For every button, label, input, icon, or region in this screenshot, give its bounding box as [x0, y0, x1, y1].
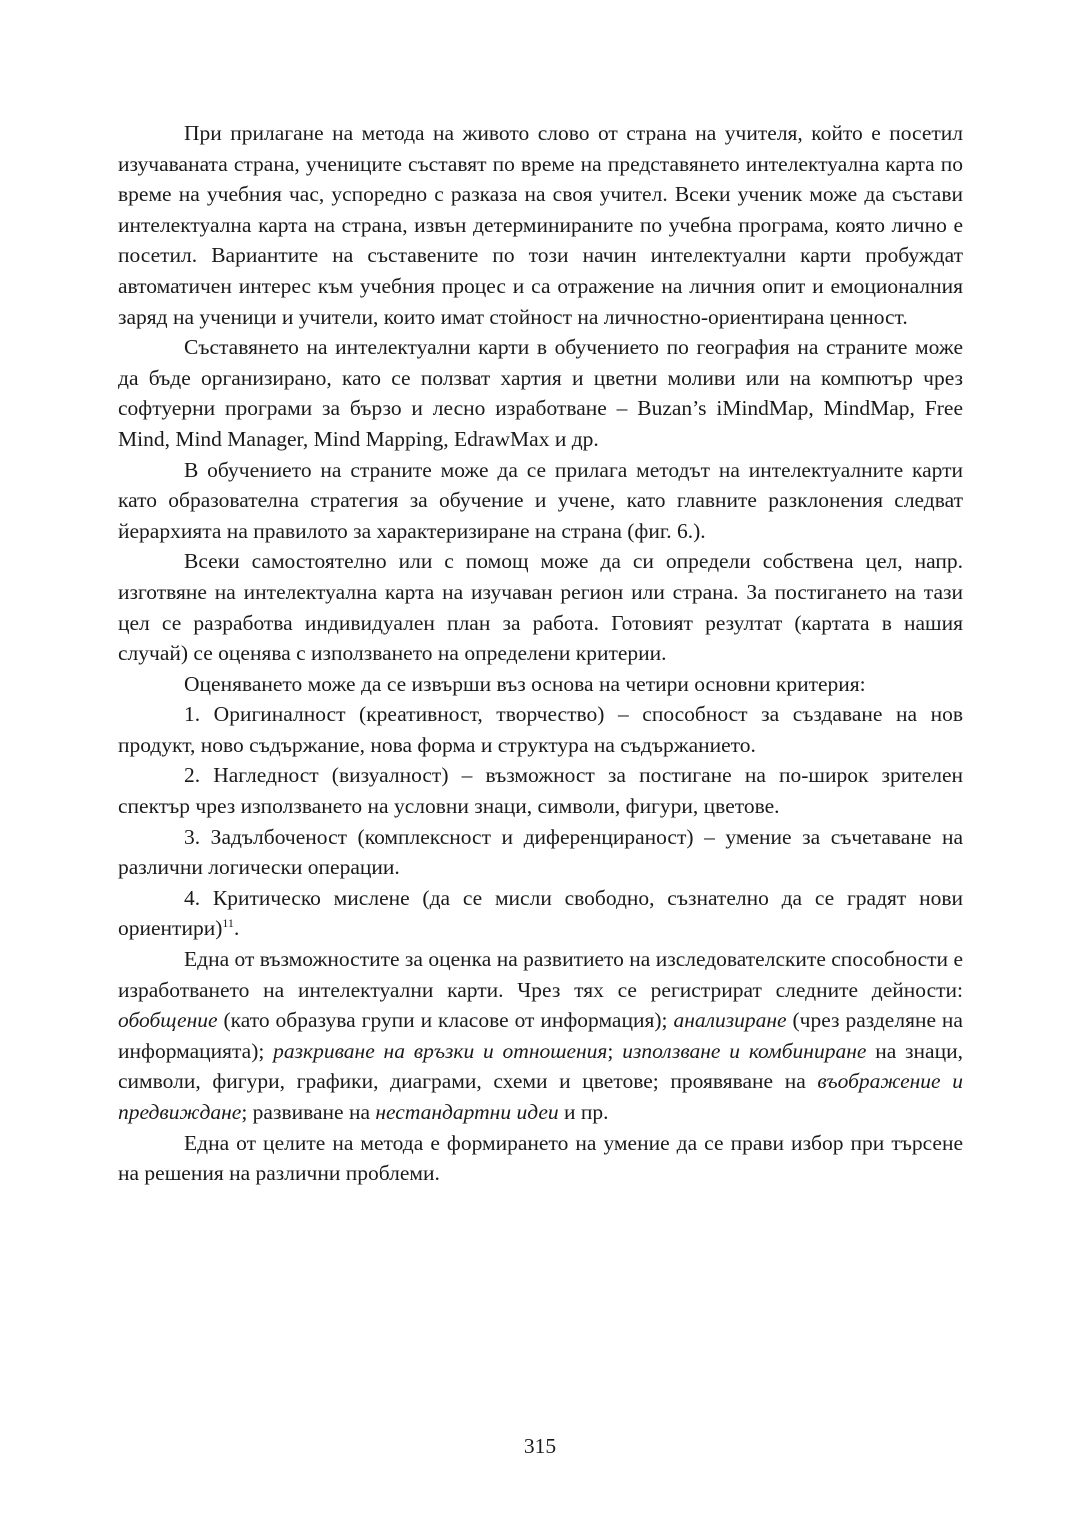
page-number: 315	[523, 1434, 557, 1458]
paragraph-individual-plan: Всеки самостоятелно или с помощ може да си определи собствена цел, напр. изготвяне на интелектуална карта на изучаван регион или страна. За постигането на тази цел се разработва индивидуален план за работа. Готовият резултат (картата в нашия случай) се оценява с използването на определени критерии.	[118, 549, 963, 666]
term-analysis: анализиране	[673, 1008, 787, 1033]
page-body	[118, 118, 963, 1189]
criterion-visuality: 2. Нагледност (визуалност) – възможност за постигане на по-широк зрителен спектър чрез използването на условни знаци, символи, фигури, цветове.	[118, 763, 963, 819]
criterion-critical-thinking	[118, 883, 963, 944]
term-combining: използване и комбиниране	[622, 1038, 867, 1063]
text-segment: (чрез разделяне на информацията);	[118, 1008, 963, 1063]
text-segment: ;	[607, 1038, 623, 1063]
term-nonstandard-ideas: нестандартни идеи	[375, 1100, 559, 1124]
criterion-depth: 3. Задълбоченост (комплексност и диференцираност) – умение за съчетаване на различни логически операции.	[118, 824, 963, 880]
text-segment: (като образува групи и класове от информация);	[217, 1008, 674, 1033]
paragraph-research-abilities	[118, 944, 963, 1128]
paragraph-living-word-method: При прилагане на метода на живото слово от страна на учителя, който е посетил изучаваната страна, учениците съставят по време на представянето интелектуална карта по време на учебния час, успоредно с разказа на своя учител. Всеки ученик може да състави интелектуална карта на страна, извън детерминираните по учебна програма, която лично е посетил. Вариантите на съставените по този начин интелектуални карти пробуждат автоматичен интерес към учебния процес и са отражение на личния опит и емоционалния заряд на ученици и учители, които имат стойност на личностно-ориентирана ценност.	[118, 121, 963, 329]
paragraph-method-goal: Една от целите на метода е формирането на умение да се прави избор при търсене на решения на различни проблеми.	[118, 1130, 963, 1186]
paragraph-mind-map-software: Съставянето на интелектуални карти в обучението по география на страните може да бъде организирано, като се ползват хартия и цветни моливи или на компютър чрез софтуерни програми за бързо и лесно изработване – Buzan’s iMindMap, MindMap, Free Mind, Mind Manager, Mind Mapping, EdrawMax и др.	[118, 335, 963, 451]
criterion-critical-thinking-text: 4. Критическо мислене (да се мисли свободно, съзнателно да се градят нови ориентири)	[118, 885, 963, 941]
paragraph-criteria-intro: Оценяването може да се извърши въз основа на четири основни критерия:	[184, 671, 866, 696]
term-generalization: обобщение	[118, 1008, 218, 1033]
criterion-critical-thinking-end: .	[233, 916, 240, 941]
text-segment: ; развиване на	[241, 1100, 376, 1124]
text-segment: Една от възможностите за оценка на развитието на изследователските способности е изработването на интелектуални карти. Чрез тях се регистрират следните дейности:	[118, 947, 963, 1002]
term-imagination: въображение и предвиждане	[118, 1069, 963, 1124]
text-segment: и пр.	[558, 1100, 609, 1124]
criterion-originality: 1. Оригиналност (креативност, творчество) – способност за създаване на нов продукт, ново съдържание, нова форма и структура на съдържанието.	[118, 702, 963, 757]
paragraph-mind-map-strategy: В обучението на страните може да се прилага методът на интелектуалните карти като образователна стратегия за обучение и учене, като главните разклонения следват йерархията на правилото за характеризиране на страна (фиг. 6.).	[118, 457, 963, 543]
footnote-reference: 11	[222, 916, 234, 931]
text-segment: на знаци, символи, фигури, графики, диаграми, схеми и цветове; проявяване на	[118, 1038, 963, 1094]
term-relations: разкриване на връзки и отношения	[273, 1038, 608, 1063]
